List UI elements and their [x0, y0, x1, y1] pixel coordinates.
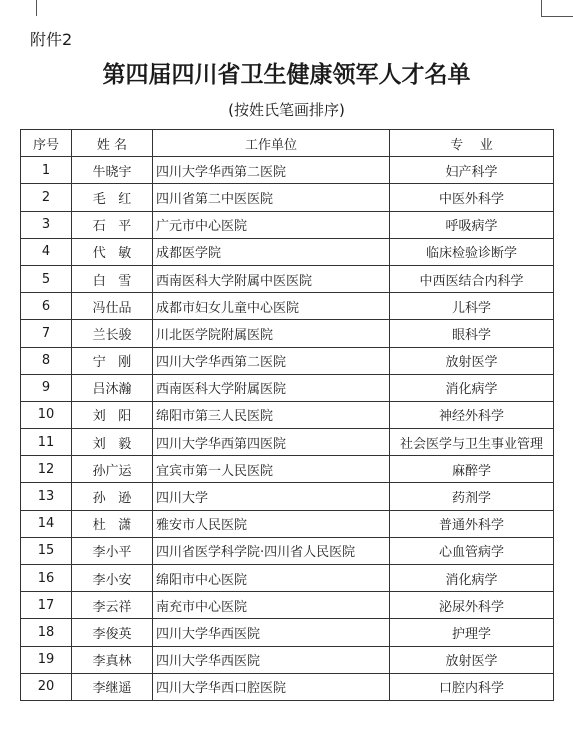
- cell-no: 16: [21, 565, 72, 592]
- cell-major: 口腔内科学: [390, 673, 554, 700]
- cell-major: 神经外科学: [390, 401, 554, 428]
- cell-name: 刘 阳: [72, 401, 153, 428]
- cell-no: 17: [21, 592, 72, 619]
- cell-major: 放射医学: [390, 347, 554, 374]
- cell-unit: 广元市中心医院: [153, 211, 390, 238]
- table-row: [21, 293, 554, 320]
- cell-unit: 四川大学华西第二医院: [153, 157, 390, 184]
- table-row: [21, 673, 554, 700]
- cell-no: 12: [21, 456, 72, 483]
- table-row: [21, 374, 554, 401]
- cell-major: 护理学: [390, 619, 554, 646]
- table-row: [21, 211, 554, 238]
- cell-major: 心血管病学: [390, 537, 554, 564]
- table-header-row: [21, 130, 554, 157]
- cell-major: 临床检验诊断学: [390, 238, 554, 265]
- cell-no: 8: [21, 347, 72, 374]
- table-row: [21, 320, 554, 347]
- table-row: [21, 265, 554, 292]
- cell-major: 社会医学与卫生事业管理: [390, 429, 554, 456]
- crop-mark-left: [36, 0, 37, 16]
- table-row: [21, 157, 554, 184]
- header-name: 姓 名: [72, 130, 153, 157]
- cell-major: 麻醉学: [390, 456, 554, 483]
- cell-name: 石 平: [72, 211, 153, 238]
- cell-unit: 四川大学华西第四医院: [153, 429, 390, 456]
- cell-unit: 四川大学: [153, 483, 390, 510]
- cell-major: 中医外科学: [390, 184, 554, 211]
- cell-no: 1: [21, 157, 72, 184]
- cell-unit: 绵阳市中心医院: [153, 565, 390, 592]
- cell-name: 宁 刚: [72, 347, 153, 374]
- cell-no: 6: [21, 293, 72, 320]
- cell-unit: 成都医学院: [153, 238, 390, 265]
- table-row: [21, 483, 554, 510]
- attachment-label: 附件2: [30, 30, 73, 49]
- cell-unit: 四川省医学科学院·四川省人民医院: [153, 537, 390, 564]
- table-row: [21, 238, 554, 265]
- roster-body: [21, 157, 554, 701]
- table-row: [21, 456, 554, 483]
- cell-no: 15: [21, 537, 72, 564]
- cell-major: 药剂学: [390, 483, 554, 510]
- page-title: 第四届四川省卫生健康领军人才名单: [102, 62, 471, 88]
- cell-major: 眼科学: [390, 320, 554, 347]
- cell-unit: 四川大学华西医院: [153, 646, 390, 673]
- cell-unit: 西南医科大学附属中医医院: [153, 265, 390, 292]
- table-row: [21, 401, 554, 428]
- cell-name: 李真林: [72, 646, 153, 673]
- cell-name: 兰长骏: [72, 320, 153, 347]
- cell-unit: 绵阳市第三人民医院: [153, 401, 390, 428]
- crop-mark-right: [541, 0, 542, 16]
- cell-no: 9: [21, 374, 72, 401]
- cell-unit: 四川省第二中医医院: [153, 184, 390, 211]
- cell-major: 中西医结合内科学: [390, 265, 554, 292]
- cell-no: 10: [21, 401, 72, 428]
- cell-major: 妇产科学: [390, 157, 554, 184]
- cell-unit: 雅安市人民医院: [153, 510, 390, 537]
- cell-no: 5: [21, 265, 72, 292]
- cell-name: 冯仕品: [72, 293, 153, 320]
- cell-no: 18: [21, 619, 72, 646]
- cell-no: 20: [21, 673, 72, 700]
- header-major: 专 业: [390, 130, 554, 157]
- cell-unit: 四川大学华西第二医院: [153, 347, 390, 374]
- table-row: [21, 592, 554, 619]
- cell-no: 14: [21, 510, 72, 537]
- cell-unit: 川北医学院附属医院: [153, 320, 390, 347]
- cell-no: 2: [21, 184, 72, 211]
- cell-major: 放射医学: [390, 646, 554, 673]
- cell-name: 白 雪: [72, 265, 153, 292]
- table-row: [21, 510, 554, 537]
- cell-name: 李小平: [72, 537, 153, 564]
- cell-unit: 南充市中心医院: [153, 592, 390, 619]
- cell-no: 13: [21, 483, 72, 510]
- roster-table: [20, 129, 554, 701]
- cell-unit: 四川大学华西口腔医院: [153, 673, 390, 700]
- cell-unit: 成都市妇女儿童中心医院: [153, 293, 390, 320]
- cell-major: 儿科学: [390, 293, 554, 320]
- cell-major: 消化病学: [390, 374, 554, 401]
- cell-major: 消化病学: [390, 565, 554, 592]
- cell-no: 19: [21, 646, 72, 673]
- table-row: [21, 646, 554, 673]
- cell-name: 代 敏: [72, 238, 153, 265]
- cell-unit: 西南医科大学附属医院: [153, 374, 390, 401]
- cell-unit: 四川大学华西医院: [153, 619, 390, 646]
- header-no: 序号: [21, 130, 72, 157]
- cell-no: 11: [21, 429, 72, 456]
- cell-unit: 宜宾市第一人民医院: [153, 456, 390, 483]
- cell-name: 李俊英: [72, 619, 153, 646]
- cell-no: 4: [21, 238, 72, 265]
- cell-major: 普通外科学: [390, 510, 554, 537]
- cell-name: 孙 逊: [72, 483, 153, 510]
- cell-major: 呼吸病学: [390, 211, 554, 238]
- cell-name: 吕沐瀚: [72, 374, 153, 401]
- table-row: [21, 184, 554, 211]
- crop-mark-right-horizontal: [541, 16, 573, 17]
- cell-no: 7: [21, 320, 72, 347]
- header-unit: 工作单位: [153, 130, 390, 157]
- cell-name: 李继遥: [72, 673, 153, 700]
- cell-name: 牛晓宇: [72, 157, 153, 184]
- cell-name: 李小安: [72, 565, 153, 592]
- cell-name: 毛 红: [72, 184, 153, 211]
- cell-name: 孙广运: [72, 456, 153, 483]
- cell-name: 杜 潇: [72, 510, 153, 537]
- cell-name: 李云祥: [72, 592, 153, 619]
- cell-no: 3: [21, 211, 72, 238]
- table-row: [21, 537, 554, 564]
- table-row: [21, 347, 554, 374]
- table-row: [21, 429, 554, 456]
- cell-major: 泌尿外科学: [390, 592, 554, 619]
- cell-name: 刘 毅: [72, 429, 153, 456]
- table-row: [21, 619, 554, 646]
- table-row: [21, 565, 554, 592]
- page-subtitle: (按姓氏笔画排序): [228, 101, 345, 119]
